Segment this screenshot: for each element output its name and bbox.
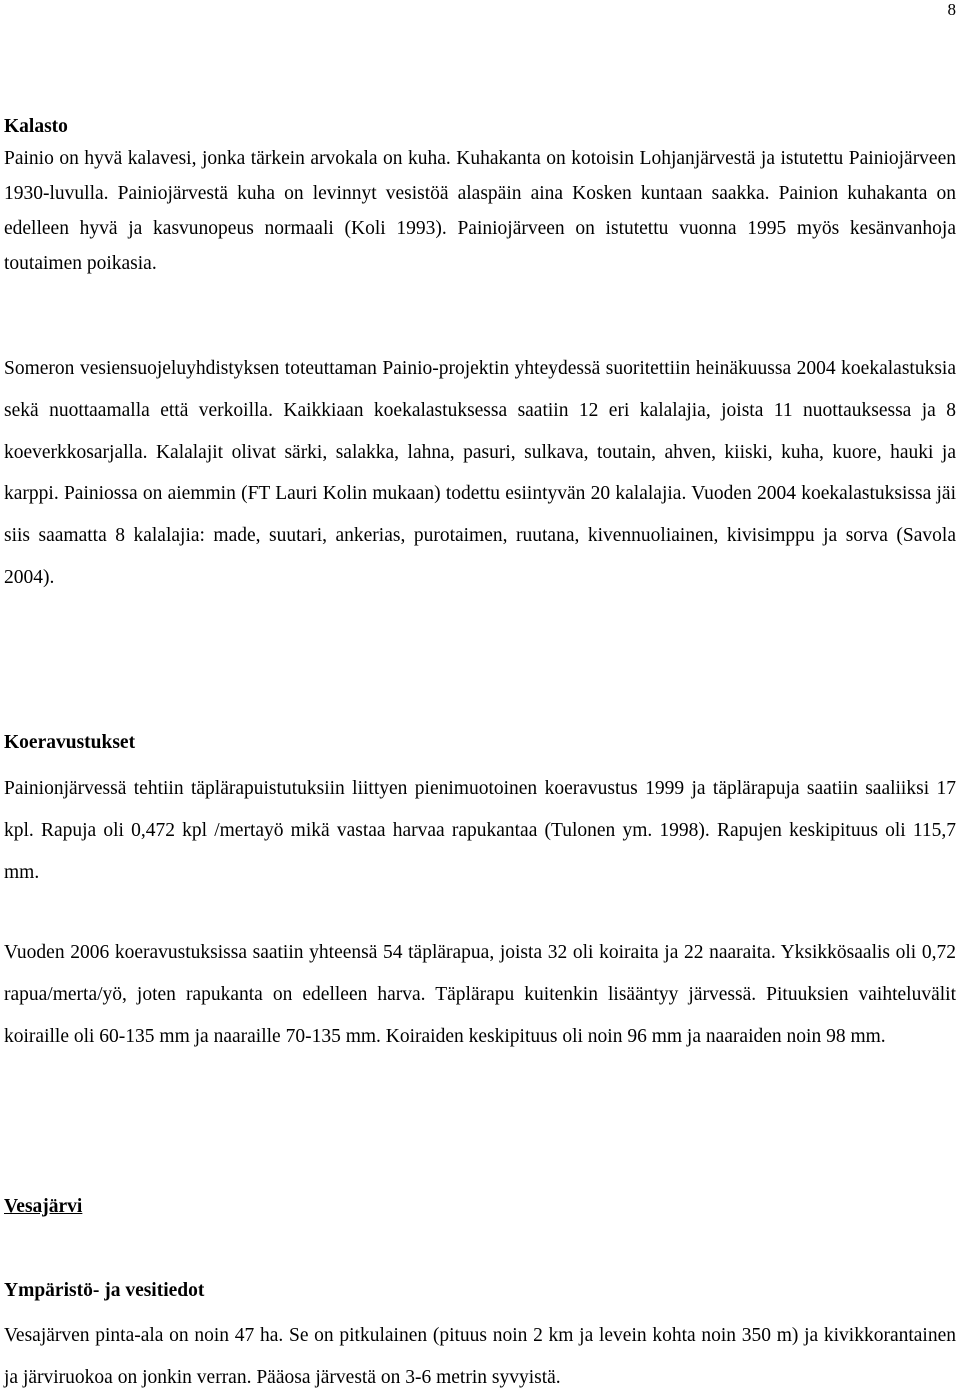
section-ymparisto-ja-vesitiedot — [4, 1276, 956, 1399]
paragraph-ymparisto: Vesajärven pinta-ala on noin 47 ha. Se on pitkulainen (pituus noin 2 km ja levein kohta noin 350 m) ja kivikkorantainen ja järviruokoa on jonkin verran. Pääosa järvestä on 3-6 metrin syvyistä. — [4, 1325, 956, 1388]
heading-ymparisto-ja-vesitiedot: Ympäristö- ja vesitiedot — [4, 1280, 205, 1301]
paragraph-kalasto: Painio on hyvä kalavesi, jonka tärkein arvokala on kuha. Kuhakanta on kotoisin Lohjanjärvestä ja istutettu Painiojärveen 1930-luvulla. Painiojärvestä kuha on levinnyt vesistöä alaspäin aina Kosken kuntaan saakka. Painion kuhakanta on edelleen hyvä ja kasvunopeus normaali (Koli 1993). Painiojärveen on istutettu vuonna 1995 myös kesänvanhoja toutaimen poikasia. — [4, 148, 956, 274]
section-koeravustukset — [4, 728, 956, 893]
paragraph-koekalastus-2004: Someron vesiensuojeluyhdistyksen toteuttaman Painio-projektin yhteydessä suoritettiin heinäkuussa 2004 koekalastuksia sekä nuottaamalla että verkoilla. Kaikkiaan koekalastuksessa saatiin 12 eri kalalajia, joista 11 nuottauksessa ja 8 koeverkkosarjalla. Kalalajit olivat särki, salakka, lahna, pasuri, sulkava, toutain, ahven, kiiski, kuha, kuore, hauki ja karppi. Painiossa on aiemmin (FT Lauri Kolin mukaan) todettu esiintyvän 20 kalalajia. Vuoden 2004 koekalastuksissa jäi siis saamatta 8 kalalajia: made, suutari, ankerias, purotaimen, ruutana, kivennuoliainen, kivisimppu ja sorva (Savola 2004). — [4, 358, 956, 588]
paragraph-koeravustus-2006: Vuoden 2006 koeravustuksissa saatiin yhteensä 54 täplärapua, joista 32 oli koiraita ja 22 naaraita. Yksikkösaalis oli 0,72 rapua/merta/yö, joten rapukanta on edelleen harva. Täplärapu kuitenkin lisääntyy järvessä. Pituuksien vaihteluvälit koiraille oli 60-135 mm ja naaraille 70-135 mm. Koiraiden keskipituus oli noin 96 mm ja naaraiden noin 98 mm. — [4, 942, 956, 1047]
heading-vesajarvi: Vesajärvi — [4, 1196, 83, 1217]
heading-kalasto: Kalasto — [4, 116, 68, 137]
page-number: 8 — [947, 0, 956, 19]
heading-koeravustukset: Koeravustukset — [4, 732, 136, 753]
paragraph-koeravustus-1999: Painionjärvessä tehtiin täplärapuistutuksiin liittyen pienimuotoinen koeravustus 1999 ja täplärapuja saatiin saaliiksi 17 kpl. Rapuja oli 0,472 kpl /mertayö mikä vastaa harvaa rapukantaa (Tulonen ym. 1998). Rapujen keskipituus oli 115,7 mm. — [4, 778, 956, 883]
section-kalasto — [4, 113, 956, 281]
